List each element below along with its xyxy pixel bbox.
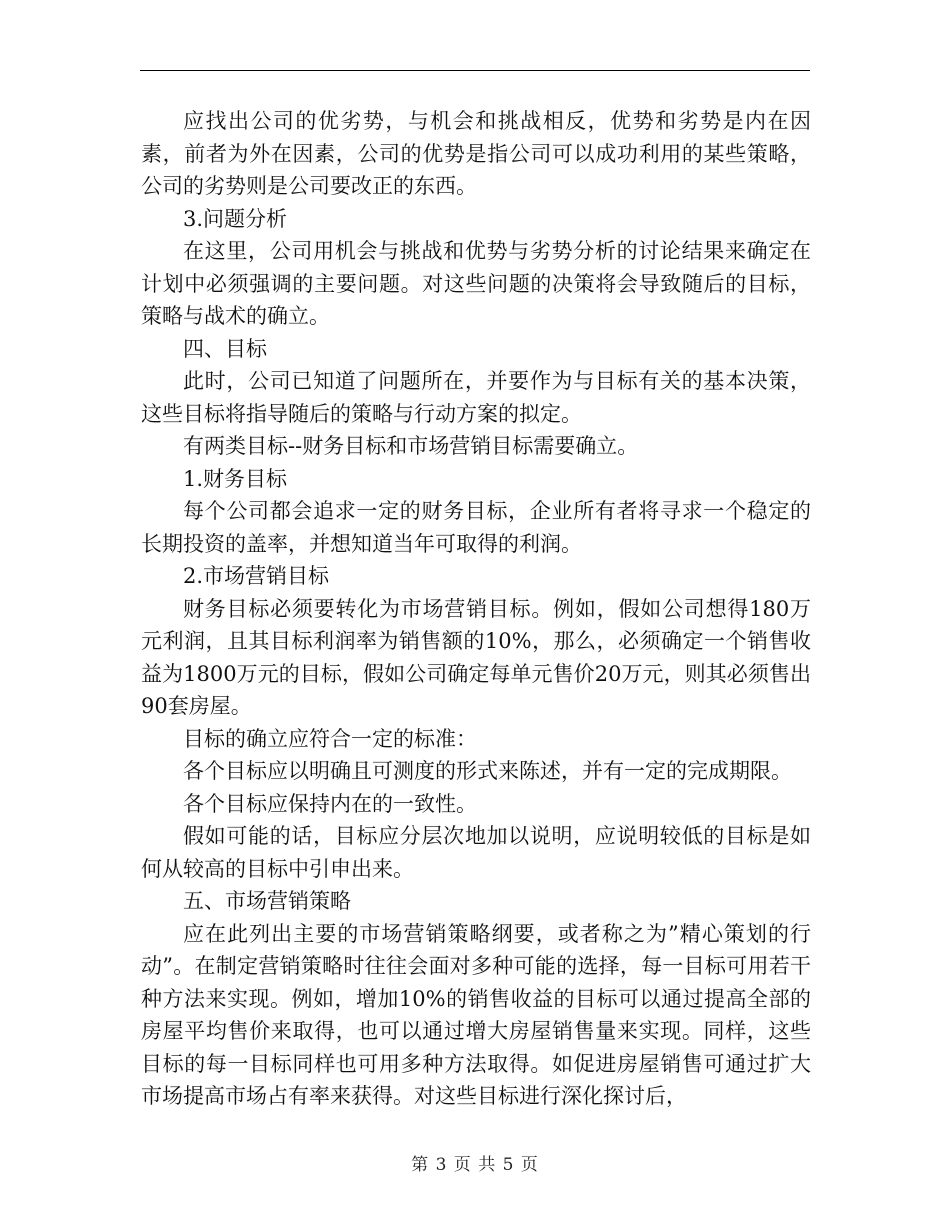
paragraph: 此时，公司已知道了问题所在，并要作为与目标有关的基本决策，这些目标将指导随后的策略与行动方案的拟定。: [141, 369, 811, 426]
paragraph: 应在此列出主要的市场营销策略纲要，或者称之为”精心策划的行动”。在制定营销策略时往往会面对多种可能的选择，每一目标可用若干种方法来实现。例如，增加10%的销售收益的目标可以通过提高全部的房屋平均售价来取得，也可以通过增大房屋销售量来实现。同样，这些目标的每一目标同样也可用多种方法取得。如促进房屋销售可通过扩大市场提高市场占有率来获得。对这些目标进行深化探讨后，: [141, 921, 811, 1108]
section-heading: 1.财务目标: [183, 466, 288, 491]
paragraph: 假如可能的话，目标应分层次地加以说明，应说明较低的目标是如何从较高的目标中引申出来。: [141, 824, 811, 881]
section-heading: 2.市场营销目标: [183, 564, 330, 588]
section-heading: 五、市场营销策略: [183, 889, 351, 913]
section-heading: 3.问题分析: [183, 206, 288, 231]
paragraph: 财务目标必须要转化为市场营销目标。例如，假如公司想得180万元利润，且其目标利润率为销售额的10%，那么，必须确定一个销售收益为1800万元的目标，假如公司确定每单元售价20万元，则其必须售出90套房屋。: [141, 596, 811, 718]
header-rule: [140, 70, 810, 71]
body-text: [141, 105, 811, 1113]
paragraph: 各个目标应以明确且可测度的形式来陈述，并有一定的完成期限。: [183, 759, 792, 783]
paragraph: 每个公司都会追求一定的财务目标，企业所有者将寻求一个稳定的长期投资的盖率，并想知道当年可取得的利润。: [141, 499, 811, 556]
paragraph: 有两类目标--财务目标和市场营销目标需要确立。: [183, 434, 639, 458]
section-heading: 四、目标: [183, 336, 267, 361]
paragraph: 在这里，公司用机会与挑战和优势与劣势分析的讨论结果来确定在计划中必须强调的主要问题。对这些问题的决策将会导致随后的目标，策略与战术的确立。: [141, 239, 811, 328]
paragraph: 各个目标应保持内在的一致性。: [183, 791, 477, 816]
paragraph: 目标的确立应符合一定的标准：: [183, 726, 477, 751]
paragraph: 应找出公司的优劣势，与机会和挑战相反，优势和劣势是内在因素，前者为外在因素，公司的优势是指公司可以成功利用的某些策略，公司的劣势则是公司要改正的东西。: [141, 109, 811, 198]
page-footer: 第 3 页 共 5 页: [411, 1155, 539, 1175]
